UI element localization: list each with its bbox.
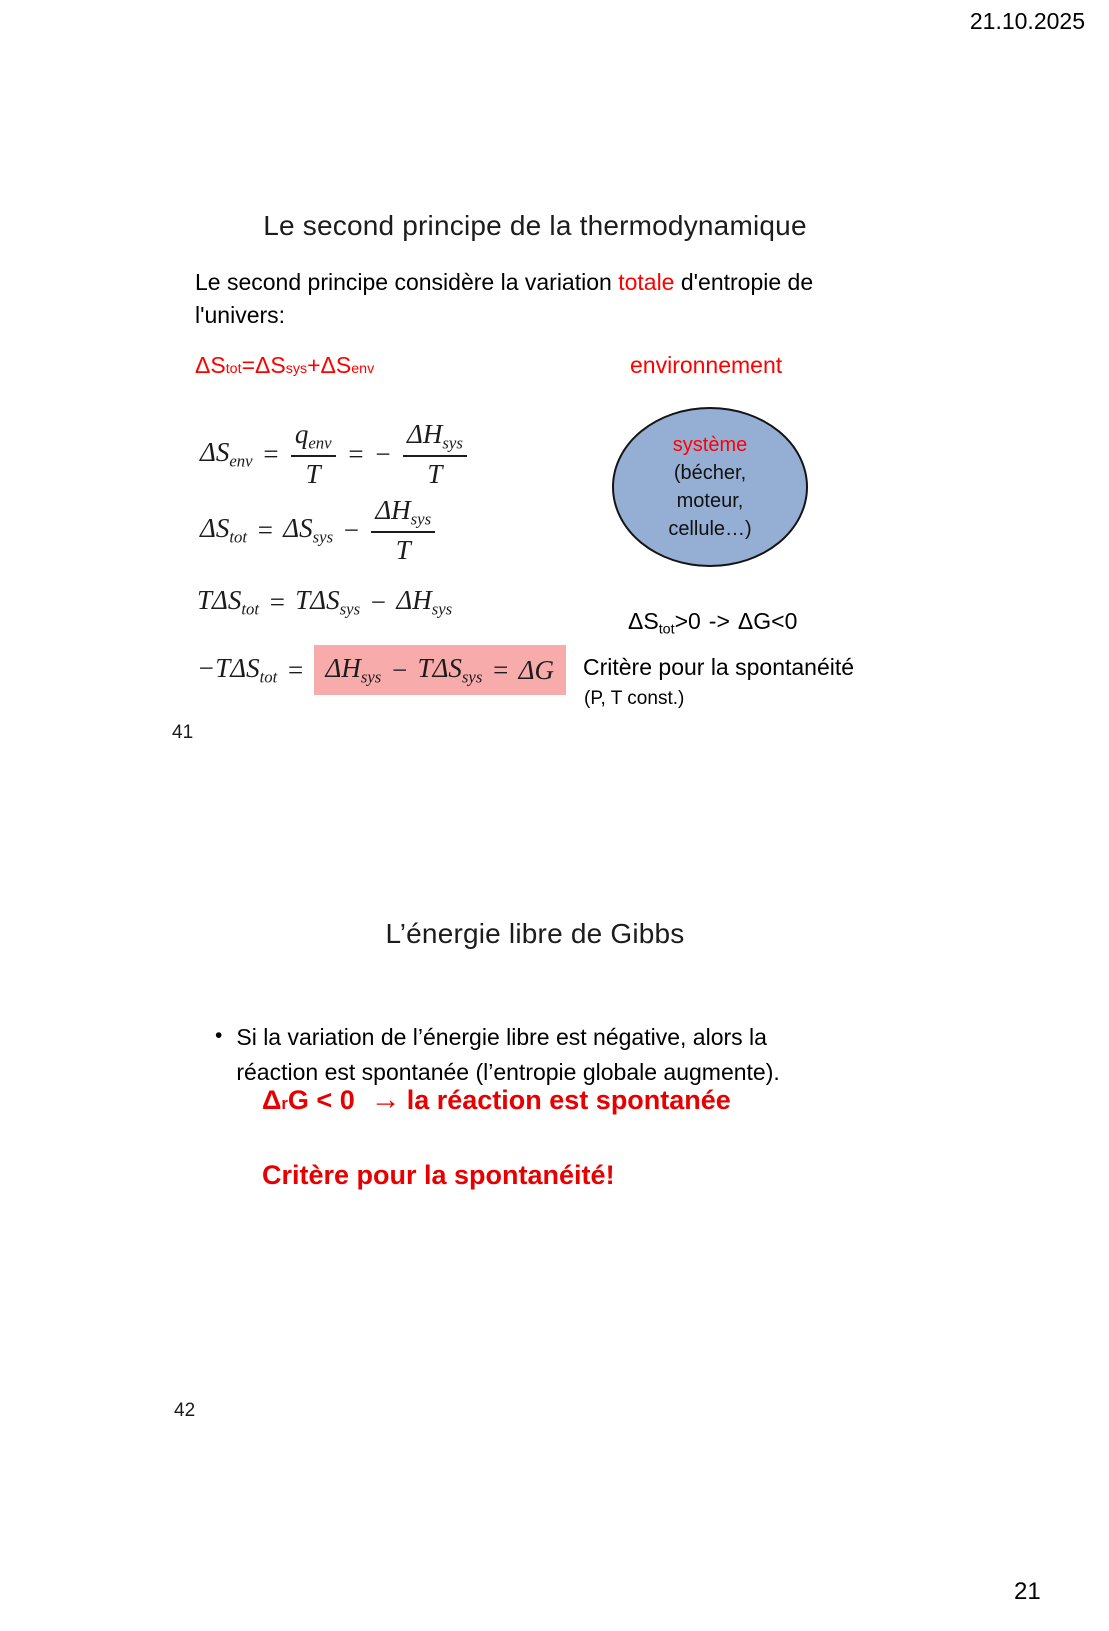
- math-token: +: [307, 352, 321, 378]
- equation-entropy-sum: [195, 352, 374, 379]
- math-term: −TΔS: [197, 653, 260, 683]
- environment-label: environnement: [630, 352, 783, 378]
- math-term: ΔS: [200, 512, 230, 543]
- system-line: (bécher,: [673, 462, 747, 484]
- implies-arrow: ->: [708, 608, 730, 634]
- system-ellipse: [612, 407, 808, 567]
- math-token: [197, 585, 259, 619]
- math-term: ΔS: [628, 608, 659, 634]
- math-token: ΔS: [320, 352, 352, 378]
- intro-text-after: d'entropie de l'univers:: [195, 269, 814, 328]
- math-sub: sys: [442, 433, 463, 453]
- math-sub: env: [351, 361, 375, 377]
- gibbs-criterion-statement: [262, 1083, 731, 1117]
- system-line: cellule…): [668, 518, 752, 540]
- math-token: [396, 585, 452, 619]
- math-term: ΔS: [283, 512, 313, 543]
- math-sub: sys: [410, 509, 432, 529]
- minus-sign: −: [390, 654, 409, 685]
- math-token: [200, 437, 253, 471]
- math-sub: sys: [285, 361, 308, 377]
- fraction-numerator: [403, 420, 467, 457]
- equation-t-delta-s: [197, 585, 452, 619]
- math-sub: tot: [229, 527, 248, 547]
- equals-sign: =: [261, 438, 280, 469]
- page-number: 21: [1014, 1578, 1041, 1605]
- slide2-bullet-item: [215, 1020, 828, 1089]
- math-sub: sys: [461, 667, 483, 687]
- fraction-numerator: [371, 496, 435, 533]
- math-term: ΔH: [375, 495, 411, 525]
- equation-gibbs-definition: [197, 645, 566, 695]
- minus-sign: −: [342, 514, 361, 545]
- math-token: [418, 653, 483, 687]
- math-sub: sys: [312, 527, 334, 547]
- math-token: [200, 513, 247, 547]
- slide1-number: 41: [172, 722, 194, 743]
- math-sub: tot: [259, 667, 278, 687]
- slide1-title: Le second principe de la thermodynamique: [263, 210, 807, 241]
- math-sub: r: [281, 1094, 288, 1113]
- equals-sign: =: [256, 514, 275, 545]
- slide2-number: 42: [174, 1400, 196, 1421]
- math-term: ΔH: [407, 419, 443, 449]
- bullet-marker: •: [215, 1024, 223, 1047]
- math-term: TΔS: [295, 585, 340, 615]
- slide2-title: L’énergie libre de Gibbs: [385, 918, 685, 949]
- math-term: ΔG<0: [737, 608, 798, 634]
- math-sub: sys: [339, 599, 361, 619]
- header-date: 21.10.2025: [969, 8, 1085, 34]
- math-token: ΔS: [195, 352, 226, 378]
- math-term: G < 0: [287, 1085, 355, 1115]
- math-term: ΔS: [200, 436, 230, 467]
- math-token: [197, 653, 277, 687]
- equation-env-entropy: [200, 420, 469, 488]
- fraction: [371, 496, 435, 564]
- math-token: ΔS: [255, 352, 286, 378]
- statement-text: la réaction est spontanée: [406, 1085, 731, 1115]
- right-arrow-icon: →: [370, 1083, 401, 1116]
- math-sub: tot: [658, 621, 675, 638]
- equals-sign: =: [346, 438, 365, 469]
- equation-total-entropy: [200, 496, 437, 564]
- math-term: Δ: [262, 1085, 282, 1115]
- math-term: ΔG: [518, 654, 554, 685]
- intro-text-before: Le second principe considère la variation: [195, 269, 619, 295]
- minus-sign: −: [373, 438, 393, 469]
- math-sub: tot: [241, 599, 260, 619]
- criterion-conditions: (P, T const.): [584, 688, 685, 709]
- fraction-numerator: [291, 420, 336, 457]
- equals-sign: =: [491, 654, 510, 685]
- slide1-intro-paragraph: [195, 266, 870, 331]
- equals-sign: =: [286, 654, 305, 685]
- math-term: TΔS: [417, 653, 462, 683]
- minus-sign: −: [369, 586, 388, 617]
- math-sub: sys: [360, 667, 382, 687]
- system-line: moteur,: [676, 490, 744, 512]
- math-sub: sys: [431, 599, 453, 619]
- math-sub: env: [308, 433, 332, 453]
- math-sub: tot: [225, 361, 242, 377]
- criterion-caption: Critère pour la spontanéité: [583, 654, 855, 680]
- system-label: système: [672, 434, 748, 456]
- math-token: [628, 608, 701, 638]
- fraction-denominator: T: [305, 458, 321, 489]
- math-sub: env: [229, 451, 253, 471]
- intro-red-word: totale: [618, 269, 675, 295]
- fraction: [403, 420, 467, 488]
- math-term: >0: [674, 608, 701, 634]
- spontaneity-criterion-statement: Critère pour la spontanéité!: [262, 1160, 615, 1190]
- bullet-text: Si la variation de l’énergie libre est négative, alors la réaction est spontanée (l’entropie globale augmente).: [236, 1024, 780, 1085]
- math-token: [295, 585, 360, 619]
- fraction-denominator: T: [395, 534, 411, 565]
- math-term: q: [294, 419, 309, 449]
- math-token: [283, 513, 333, 547]
- math-term: ΔH: [396, 585, 432, 615]
- math-term: TΔS: [197, 585, 242, 615]
- math-term: ΔH: [325, 653, 361, 683]
- equals-sign: =: [268, 586, 287, 617]
- fraction: [291, 420, 336, 488]
- math-token: =: [241, 352, 255, 378]
- math-token: [326, 653, 382, 687]
- criterion-relation: [628, 608, 797, 638]
- fraction-denominator: T: [427, 458, 443, 489]
- highlighted-gibbs-expression: [314, 645, 566, 695]
